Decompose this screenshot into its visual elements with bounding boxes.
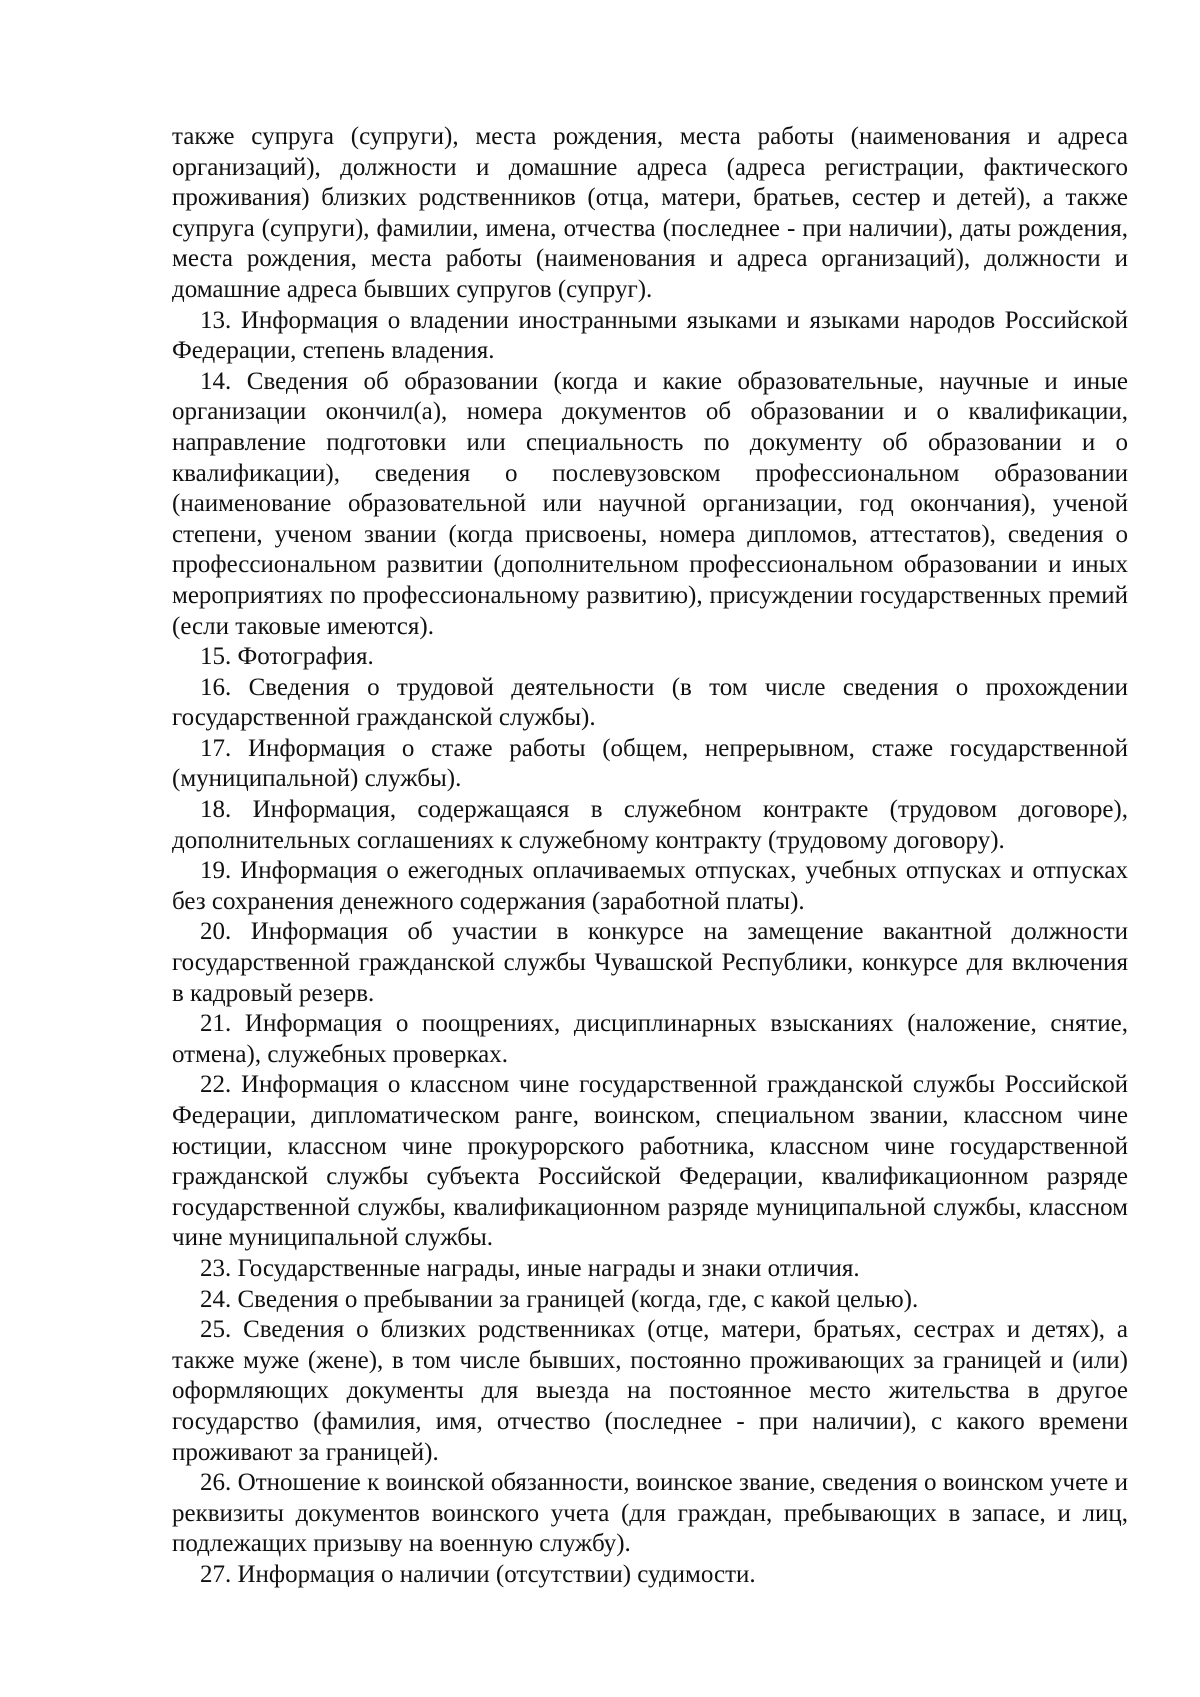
list-item-25: 25. Сведения о близких родственниках (отце, матери, братьях, сестрах и детях), а также муже (жене), в том числе бывших, постоянно проживающих за границей и (или) оформляющих документы для выезда на постоянное место жительства в другое государство (фамилия, имя, отчество (последнее - при наличии), с какого времени проживают за границей).	[172, 1316, 1128, 1466]
list-item-26: 26. Отношение к воинской обязанности, воинское звание, сведения о воинском учете и реквизиты документов воинского учета (для граждан, пребывающих в запасе, и лиц, подлежащих призыву на военную службу).	[172, 1469, 1128, 1558]
list-item-27: 27. Информация о наличии (отсутствии) судимости.	[200, 1560, 756, 1588]
list-item-15: 15. Фотография.	[200, 643, 374, 671]
list-item-24: 24. Сведения о пребывании за границей (когда, где, с какой целью).	[200, 1285, 919, 1313]
list-item-14: 14. Сведения об образовании (когда и какие образовательные, научные и иные организации окончил(а), номера документов об образовании и о квалификации, направление подготовки или специальность по документу об образовании и о квалификации), сведения о послевузовском профессиональном образовании (наименование образовательной или научной организации, год окончания), ученой степени, ученом звании (когда присвоены, номера дипломов, аттестатов), сведения о профессиональном развитии (дополнительном профессиональном образовании и иных мероприятиях по профессиональному развитию), присуждении государственных премий (если таковые имеются).	[172, 367, 1128, 640]
paragraph-continuation: также супруга (супруги), места рождения, места работы (наименования и адреса организаций), должности и домашние адреса (адреса регистрации, фактического проживания) близких родственников (отца, матери, братьев, сестер и детей), а также супруга (супруги), фамилии, имена, отчества (последнее - при наличии), даты рождения, места рождения, места работы (наименования и адреса организаций), должности и домашние адреса бывших супругов (супруг).	[172, 123, 1128, 303]
list-item-18: 18. Информация, содержащаяся в служебном контракте (трудовом договоре), дополнительных соглашениях к служебному контракту (трудовому договору).	[172, 796, 1128, 854]
list-item-20: 20. Информация об участии в конкурсе на замещение вакантной должности государственной гражданской службы Чувашской Республики, конкурсе для включения в кадровый резерв.	[172, 918, 1128, 1007]
list-item-19: 19. Информация о ежегодных оплачиваемых отпусках, учебных отпусках и отпусках без сохранения денежного содержания (заработной платы).	[172, 857, 1128, 915]
list-item-21: 21. Информация о поощрениях, дисциплинарных взысканиях (наложение, снятие, отмена), служебных проверках.	[172, 1010, 1128, 1068]
list-item-16: 16. Сведения о трудовой деятельности (в том числе сведения о прохождении государственной гражданской службы).	[172, 673, 1128, 732]
list-item-13: 13. Информация о владении иностранными языками и языками народов Российской Федерации, степень владения.	[172, 306, 1128, 365]
list-item-17: 17. Информация о стаже работы (общем, непрерывном, стаже государственной (муниципальной) службы).	[172, 734, 1128, 793]
list-item-22: 22. Информация о классном чине государственной гражданской службы Российской Федерации, дипломатическом ранге, воинском, специальном звании, классном чине юстиции, классном чине прокурорского работника, классном чине государственной гражданской службы субъекта Российской Федерации, квалификационном разряде государственной службы, квалификационном разряде муниципальной службы, классном чине муниципальной службы.	[172, 1071, 1128, 1252]
list-item-23: 23. Государственные награды, иные награды и знаки отличия.	[200, 1254, 860, 1282]
document-body	[172, 122, 1128, 1591]
